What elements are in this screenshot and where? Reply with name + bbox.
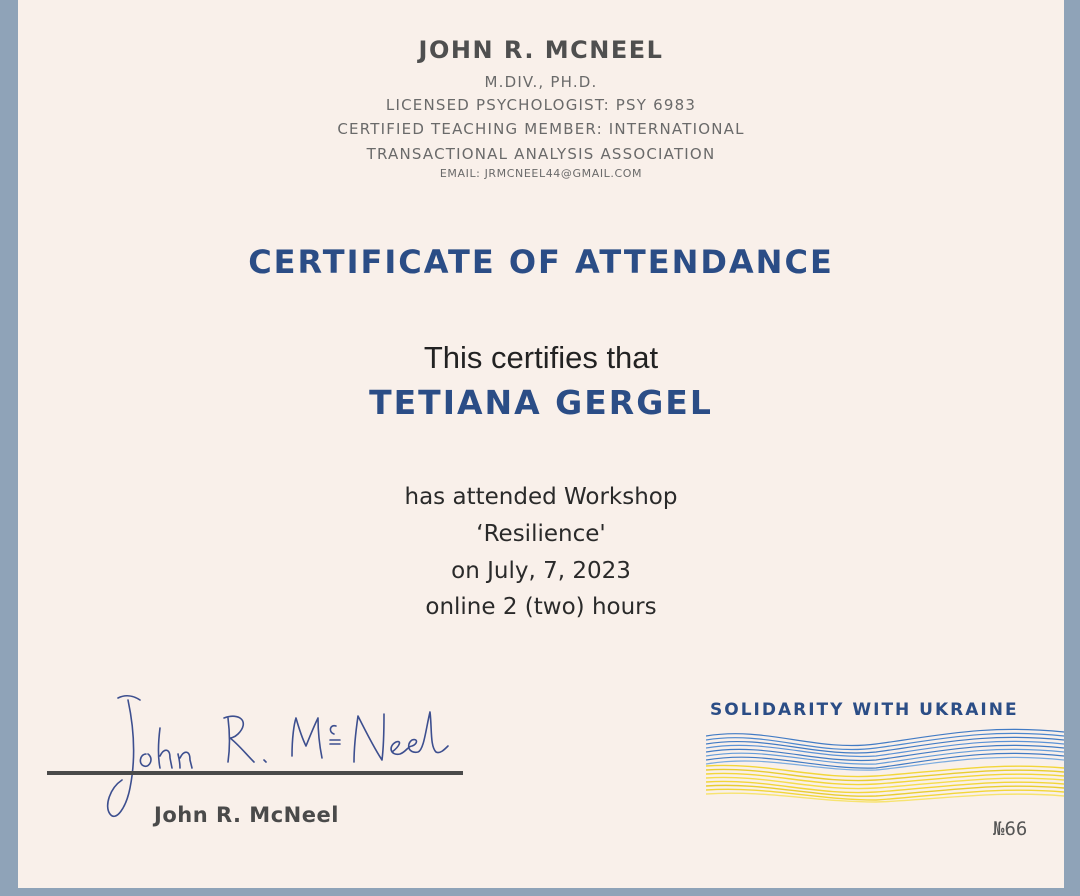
certificate-number: №66 (993, 818, 1028, 840)
attendance-line: has attended Workshop (404, 484, 678, 510)
issuer-email: EMAIL: JRMCNEEL44@GMAIL.COM (439, 167, 643, 180)
workshop-date: on July, 7, 2023 (451, 558, 631, 584)
issuer-name: JOHN R. MCNEEL (418, 36, 664, 64)
certifies-text: This certifies that (423, 340, 659, 375)
issuer-degrees: M.DIV., PH.D. (484, 73, 598, 91)
certificate-sheet (18, 0, 1064, 888)
certificate-title: CERTIFICATE OF ATTENDANCE (248, 243, 834, 281)
signature-line (47, 771, 463, 775)
issuer-certification-line2: TRANSACTIONAL ANALYSIS ASSOCIATION (366, 145, 716, 163)
workshop-name: ‘Resilience' (476, 521, 606, 547)
ukraine-flag-ribbon (706, 722, 1064, 804)
issuer-license: LICENSED PSYCHOLOGIST: PSY 6983 (385, 96, 697, 114)
solidarity-badge-text: SOLIDARITY WITH UKRAINE (710, 700, 1019, 720)
issuer-certification-line1: CERTIFIED TEACHING MEMBER: INTERNATIONAL (337, 120, 745, 138)
signer-name: John R. McNeel (154, 803, 339, 827)
workshop-duration: online 2 (two) hours (425, 594, 657, 620)
recipient-name: TETIANA GERGEL (369, 383, 713, 422)
